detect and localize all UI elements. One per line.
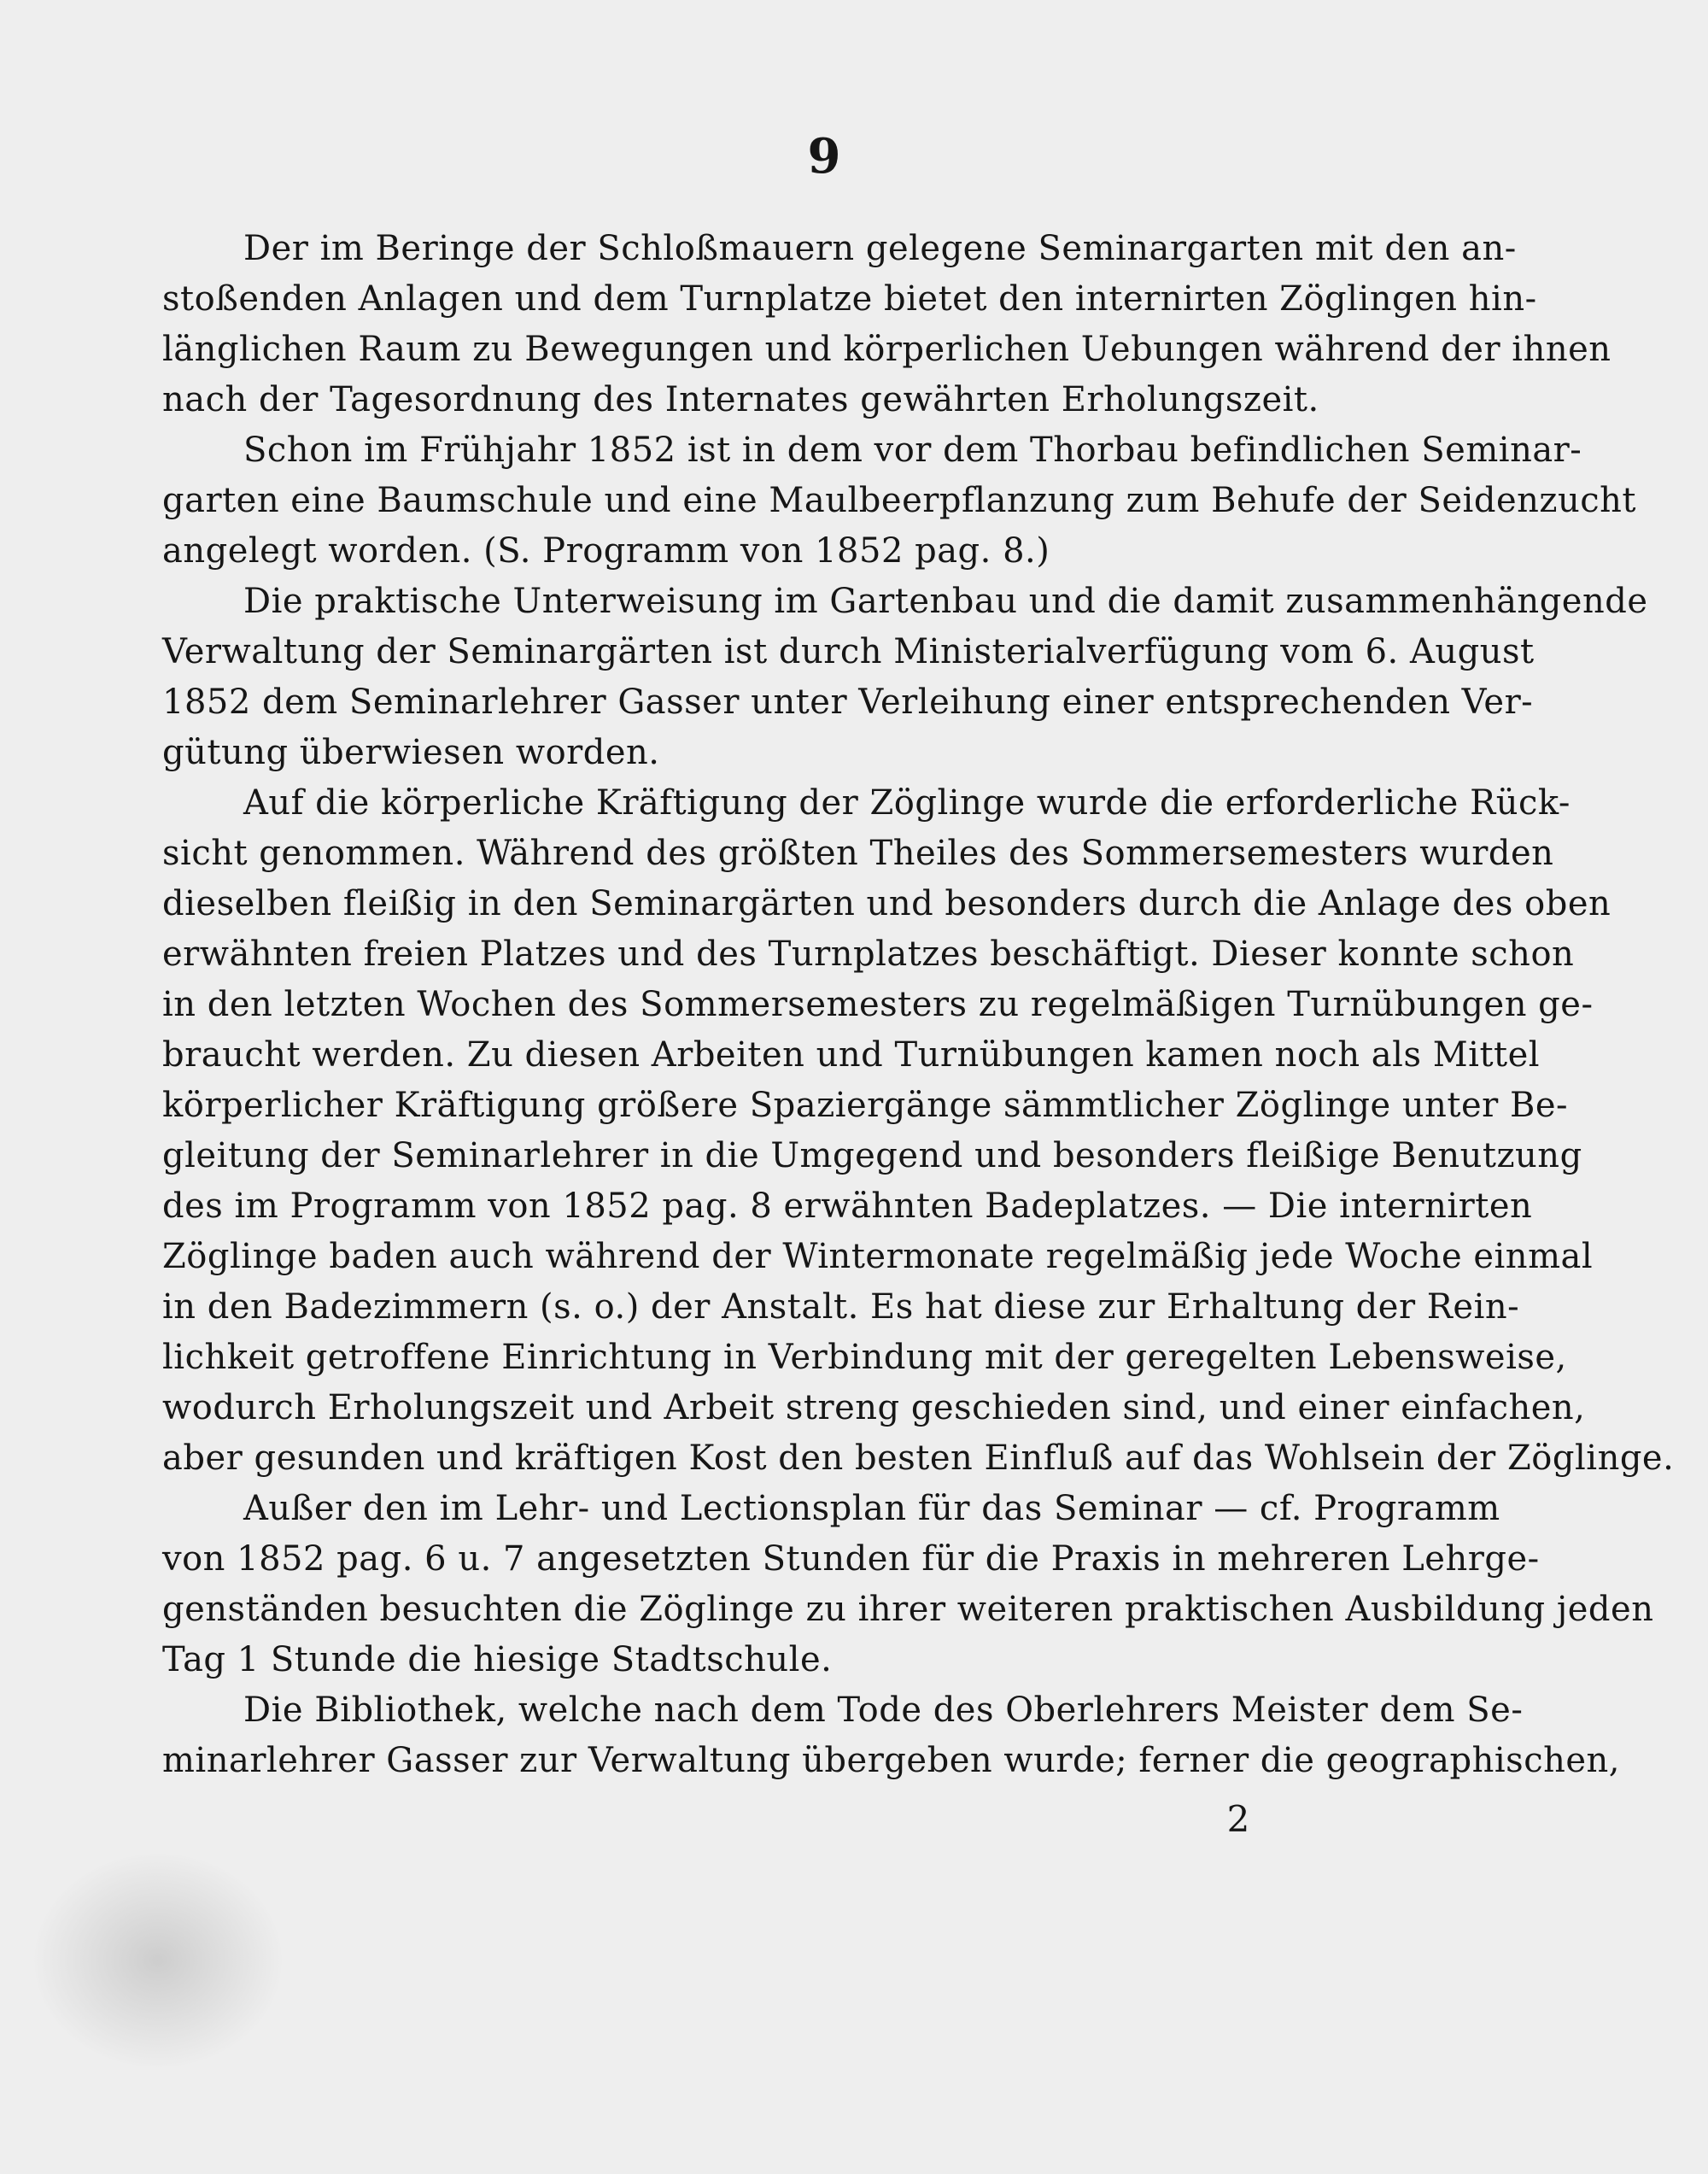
signature-mark: 2 bbox=[1226, 1798, 1250, 1840]
text-line: wodurch Erholungszeit und Arbeit streng geschieden sind, und einer einfachen, bbox=[162, 1388, 1586, 1427]
text-line: braucht werden. Zu diesen Arbeiten und Turnübungen kamen noch als Mittel bbox=[162, 1035, 1541, 1075]
text-line: aber gesunden und kräftigen Kost den besten Einfluß auf das Wohlsein der Zöglinge. bbox=[162, 1439, 1675, 1478]
text-line: Verwaltung der Seminargärten ist durch Ministerialverfügung vom 6. August bbox=[162, 632, 1535, 671]
text-line: angelegt worden. (S. Programm von 1852 pag. 8.) bbox=[162, 531, 1050, 571]
text-line: Die praktische Unterweisung im Gartenbau und die damit zusammenhängende bbox=[243, 582, 1648, 621]
text-line: gleitung der Seminarlehrer in die Umgegend und besonders fleißige Benutzung bbox=[162, 1136, 1582, 1175]
text-line: gütung überwiesen worden. bbox=[162, 733, 660, 772]
text-line: genständen besuchten die Zöglinge zu ihrer weiteren praktischen Ausbildung jeden bbox=[162, 1590, 1654, 1629]
text-line: erwähnten freien Platzes und des Turnplatzes beschäftigt. Dieser konnte schon bbox=[162, 935, 1575, 974]
text-line: dieselben fleißig in den Seminargärten und besonders durch die Anlage des oben bbox=[162, 884, 1611, 923]
text-line: in den Badezimmern (s. o.) der Anstalt. Es hat diese zur Erhaltung der Rein- bbox=[162, 1287, 1520, 1327]
text-line: stoßenden Anlagen und dem Turnplatze bietet den internirten Zöglingen hin- bbox=[162, 279, 1537, 319]
text-line: Zöglinge baden auch während der Wintermonate regelmäßig jede Woche einmal bbox=[162, 1237, 1594, 1276]
page-number: 9 bbox=[807, 128, 841, 185]
text-line: Schon im Frühjahr 1852 ist in dem vor dem Thorbau befindlichen Seminar- bbox=[243, 431, 1582, 470]
text-line: von 1852 pag. 6 u. 7 angesetzten Stunden für die Praxis in mehreren Lehrge- bbox=[162, 1539, 1540, 1579]
paper-stain bbox=[34, 1854, 282, 2067]
text-line: Außer den im Lehr- und Lectionsplan für das Seminar — cf. Programm bbox=[243, 1489, 1500, 1528]
text-line: des im Programm von 1852 pag. 8 erwähnten Badeplatzes. — Die internirten bbox=[162, 1187, 1533, 1226]
text-line: minarlehrer Gasser zur Verwaltung übergeben wurde; ferner die geographischen, bbox=[162, 1741, 1621, 1780]
text-line: Der im Beringe der Schloßmauern gelegene Seminargarten mit den an- bbox=[243, 229, 1517, 268]
text-line: in den letzten Wochen des Sommersemesters zu regelmäßigen Turnübungen ge- bbox=[162, 985, 1594, 1024]
body-text bbox=[162, 224, 1675, 1786]
text-line: Tag 1 Stunde die hiesige Stadtschule. bbox=[162, 1640, 833, 1679]
text-line: lichkeit getroffene Einrichtung in Verbindung mit der geregelten Lebensweise, bbox=[162, 1338, 1567, 1377]
text-line: 1852 dem Seminarlehrer Gasser unter Verleihung einer entsprechenden Ver- bbox=[162, 683, 1534, 722]
text-line: garten eine Baumschule und eine Maulbeerpflanzung zum Behufe der Seidenzucht bbox=[162, 481, 1636, 520]
text-line: Die Bibliothek, welche nach dem Tode des Oberlehrers Meister dem Se- bbox=[243, 1691, 1524, 1730]
text-line: körperlicher Kräftigung größere Spaziergänge sämmtlicher Zöglinge unter Be- bbox=[162, 1086, 1569, 1125]
text-line: sicht genommen. Während des größten Theiles des Sommersemesters wurden bbox=[162, 834, 1554, 873]
text-line: länglichen Raum zu Bewegungen und körperlichen Uebungen während der ihnen bbox=[162, 330, 1611, 369]
text-line: nach der Tagesordnung des Internates gewährten Erholungszeit. bbox=[162, 380, 1319, 419]
text-line: Auf die körperliche Kräftigung der Zöglinge wurde die erforderliche Rück- bbox=[243, 783, 1571, 823]
